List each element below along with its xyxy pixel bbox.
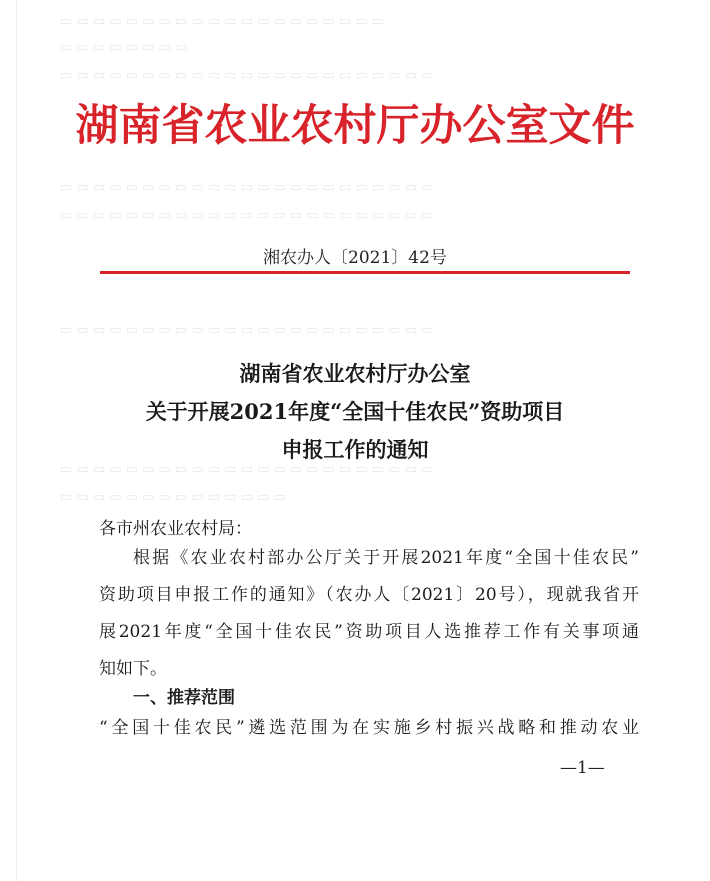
notice-title-line-2: 关于开展2021年度“全国十佳农民”资助项目 — [145, 399, 565, 424]
bleed-through-text: ▭ ▭ ▭ ▭ ▭ ▭ ▭ ▭ ▭ ▭ ▭ ▭ ▭ ▭ ▭ ▭ ▭ ▭ ▭ ▭ ▭ ▭ ▭ — [60, 462, 434, 477]
addressee: 各市州农业农村局： — [99, 519, 252, 539]
bleed-through-text: ▭ ▭ ▭ ▭ ▭ ▭ ▭ ▭ ▭ ▭ ▭ ▭ ▭ ▭ ▭ ▭ ▭ ▭ ▭ ▭ ▭ ▭ ▭ — [60, 180, 434, 195]
bleed-through-text: ▭ ▭ ▭ ▭ ▭ ▭ ▭ ▭ ▭ ▭ ▭ ▭ ▭ ▭ ▭ ▭ ▭ ▭ ▭ ▭ ▭ ▭ ▭ — [60, 323, 434, 338]
intro-line-4: 知如下。 — [99, 659, 167, 679]
intro-line-3: 展2021年度“全国十佳农民”资助项目人选推荐工作有关事项通 — [99, 622, 639, 642]
intro-line-1: 根据《农业农村部办公厅关于开展2021年度“全国十佳农民” — [133, 548, 639, 568]
bleed-through-text: ▭ ▭ ▭ ▭ ▭ ▭ ▭ ▭ ▭ ▭ ▭ ▭ ▭ ▭ ▭ ▭ ▭ ▭ ▭ ▭ — [60, 14, 385, 29]
document-header-title: 湖南省农业农村厅办公室文件 — [75, 101, 635, 151]
page-number: —1— — [560, 758, 605, 778]
scope-paragraph: “全国十佳农民”遴选范围为在实施乡村振兴战略和推动农业 — [99, 718, 639, 738]
bleed-through-text: ▭ ▭ ▭ ▭ ▭ ▭ ▭ ▭ — [60, 40, 188, 55]
bleed-through-text: ▭ ▭ ▭ ▭ ▭ ▭ ▭ ▭ ▭ ▭ ▭ ▭ ▭ ▭ ▭ ▭ ▭ ▭ ▭ ▭ ▭ ▭ ▭ — [60, 68, 434, 83]
intro-line-2: 资助项目申报工作的通知》（农办人〔2021〕20号），现就我省开 — [99, 585, 639, 605]
bleed-through-text: ▭ ▭ ▭ ▭ ▭ ▭ ▭ ▭ ▭ ▭ ▭ ▭ ▭ ▭ — [60, 490, 286, 505]
notice-title-line-3: 申报工作的通知 — [281, 437, 429, 462]
notice-title — [0, 355, 710, 469]
bleed-through-text: ▭ ▭ ▭ ▭ ▭ ▭ ▭ ▭ ▭ ▭ ▭ ▭ ▭ ▭ ▭ ▭ ▭ ▭ ▭ ▭ ▭ ▭ ▭ — [60, 208, 434, 223]
notice-title-line-1: 湖南省农业农村厅办公室 — [239, 361, 471, 386]
section-heading-scope: 一、推荐范围 — [133, 688, 235, 708]
document-number: 湘农办人〔2021〕42号 — [263, 248, 447, 268]
red-separator-line — [100, 271, 630, 274]
intro-paragraph — [99, 540, 639, 688]
